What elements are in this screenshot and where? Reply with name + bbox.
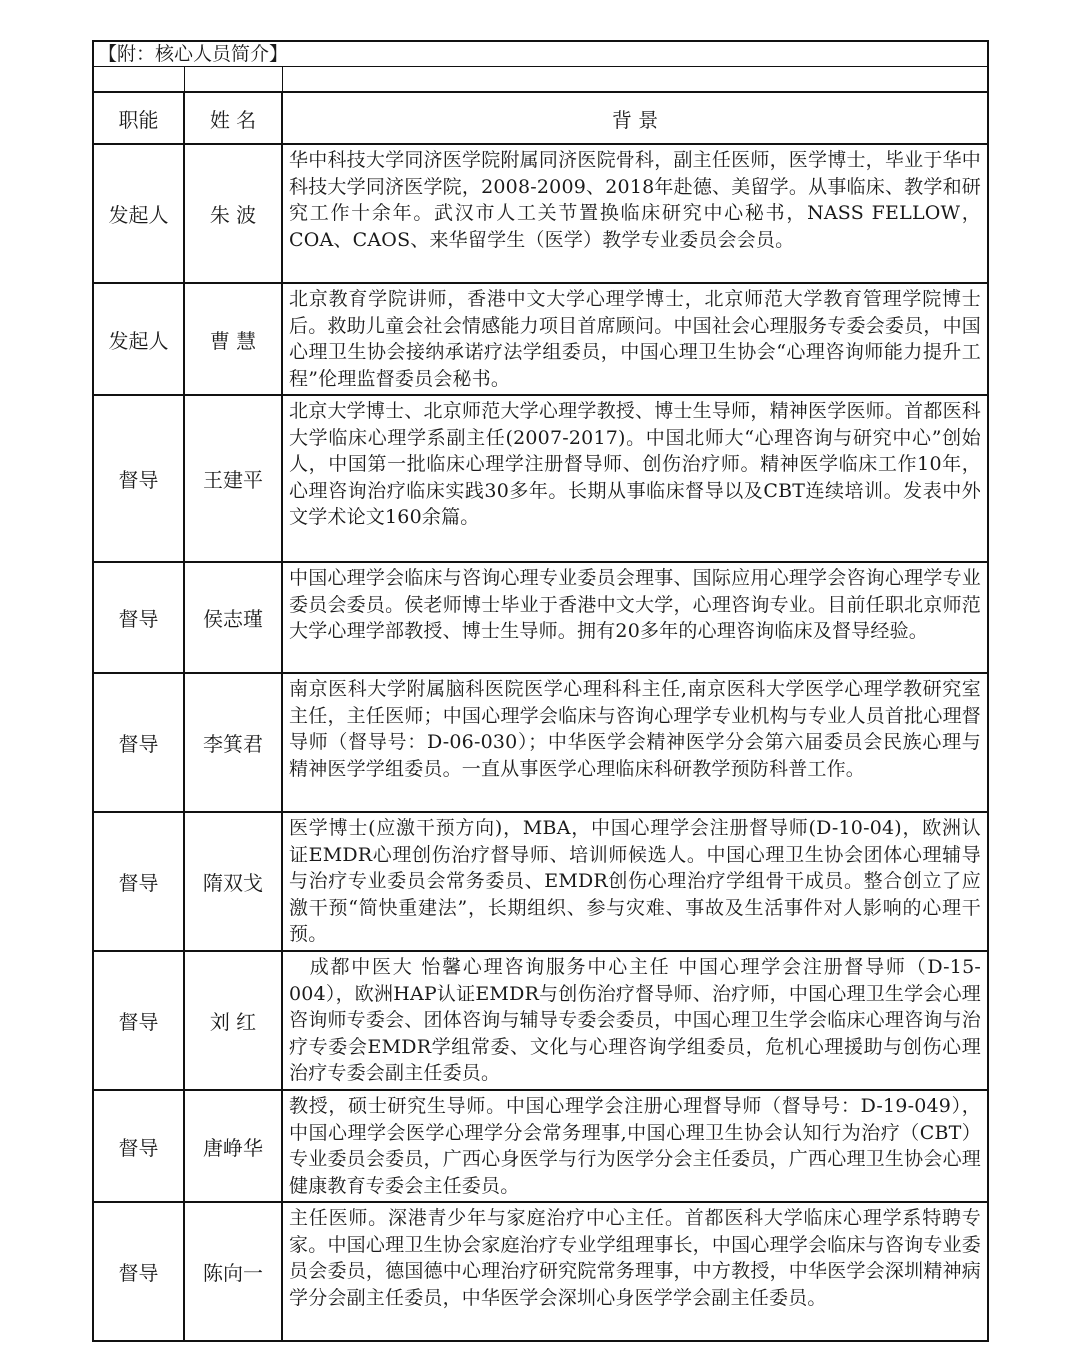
header-role: 职能 xyxy=(93,92,184,144)
role-cell: 督导 xyxy=(93,562,184,673)
name-cell: 李箕君 xyxy=(184,673,282,812)
role-cell: 督导 xyxy=(93,1202,184,1341)
background-cell: 华中科技大学同济医学院附属同济医院骨科，副主任医师，医学博士，毕业于华中科技大学同济医学院，2008-2009、2018年赴德、美留学。从事临床、教学和研究工作十余年。武汉市人工关节置换临床研究中心秘书，NASS FELLOW，COA、CAOS、来华留学生（医学）教学专业委员会会员。 xyxy=(282,144,988,283)
background-cell: 北京大学博士、北京师范大学心理学教授、博士生导师，精神医学医师。首都医科大学临床心理学系副主任(2007-2017)。中国北师大“心理咨询与研究中心”创始人，中国第一批临床心理学注册督导师、创伤治疗师。精神医学临床工作10年，心理咨询治疗临床实践30多年。长期从事临床督导以及CBT连续培训。发表中外文学术论文160余篇。 xyxy=(282,395,988,562)
role-cell: 督导 xyxy=(93,673,184,812)
background-cell: 教授，硕士研究生导师。中国心理学会注册心理督导师（督导号：D-19-049），中国心理学会医学心理学分会常务理事,中国心理卫生协会认知行为治疗（CBT）专业委员会委员，广西心身医学与行为医学分会主任委员，广西心理卫生协会心理健康教育专委会主任委员。 xyxy=(282,1090,988,1202)
name-cell: 陈向一 xyxy=(184,1202,282,1341)
table-row xyxy=(93,951,988,1090)
background-cell: 中国心理学会临床与咨询心理专业委员会理事、国际应用心理学会咨询心理学专业委员会委员。侯老师博士毕业于香港中文大学，心理咨询专业。目前任职北京师范大学心理学部教授、博士生导师。拥有20多年的心理咨询临床及督导经验。 xyxy=(282,562,988,673)
role-cell: 督导 xyxy=(93,951,184,1090)
table-row xyxy=(93,562,988,673)
table-row xyxy=(93,144,988,283)
background-cell: 成都中医大 怡馨心理咨询服务中心主任 中国心理学会注册督导师（D-15-004），欧洲HAP认证EMDR与创伤治疗督导师、治疗师，中国心理卫生学会心理咨询师专委会、团体咨询与辅导专委会委员，中国心理卫生学会临床心理咨询与治疗专委会EMDR学组常委、文化与心理咨询学组委员，危机心理援助与创伤心理治疗专委会副主任委员。 xyxy=(282,951,988,1090)
blank-cell xyxy=(93,67,184,93)
name-cell: 曹 慧 xyxy=(184,283,282,395)
background-cell: 医学博士(应激干预方向)，MBA，中国心理学会注册督导师(D-10-04)，欧洲认证EMDR心理创伤治疗督导师、培训师候选人。中国心理卫生协会团体心理辅导与治疗专业委员会常务委员、EMDR创伤心理治疗学组骨干成员。整合创立了应激干预“简快重建法”，长期组织、参与灾难、事故及生活事件对人影响的心理干预。 xyxy=(282,812,988,951)
name-cell: 刘 红 xyxy=(184,951,282,1090)
table-title: 【附：核心人员简介】 xyxy=(93,41,988,67)
title-row xyxy=(93,41,988,67)
blank-cell xyxy=(282,67,988,93)
blank-row xyxy=(93,67,988,93)
table-row xyxy=(93,1202,988,1341)
name-cell: 唐峥华 xyxy=(184,1090,282,1202)
background-cell: 主任医师。深港青少年与家庭治疗中心主任。首都医科大学临床心理学系特聘专家。中国心理卫生协会家庭治疗专业学组理事长，中国心理学会临床与咨询专业委员会委员，德国德中心理治疗研究院常务理事，中方教授，中华医学会深圳精神病学分会副主任委员，中华医学会深圳心身医学学会副主任委员。 xyxy=(282,1202,988,1341)
name-cell: 王建平 xyxy=(184,395,282,562)
role-cell: 发起人 xyxy=(93,283,184,395)
role-cell: 督导 xyxy=(93,812,184,951)
role-cell: 督导 xyxy=(93,395,184,562)
name-cell: 侯志瑾 xyxy=(184,562,282,673)
background-cell: 北京教育学院讲师，香港中文大学心理学博士，北京师范大学教育管理学院博士后。救助儿童会社会情感能力项目首席顾问。中国社会心理服务专委会委员，中国心理卫生协会接纳承诺疗法学组委员，中国心理卫生协会“心理咨询师能力提升工程”伦理监督委员会秘书。 xyxy=(282,283,988,395)
header-name: 姓 名 xyxy=(184,92,282,144)
name-cell: 隋双戈 xyxy=(184,812,282,951)
header-row xyxy=(93,92,988,144)
name-cell: 朱 波 xyxy=(184,144,282,283)
table-row xyxy=(93,673,988,812)
core-personnel-table xyxy=(92,40,989,1342)
table-row xyxy=(93,283,988,395)
table-row xyxy=(93,1090,988,1202)
background-cell: 南京医科大学附属脑科医院医学心理科科主任,南京医科大学医学心理学教研究室主任，主任医师；中国心理学会临床与咨询心理学专业机构与专业人员首批心理督导师（督导号：D-06-030）；中华医学会精神医学分会第六届委员会民族心理与精神医学学组委员。一直从事医学心理临床科研教学预防科普工作。 xyxy=(282,673,988,812)
role-cell: 发起人 xyxy=(93,144,184,283)
role-cell: 督导 xyxy=(93,1090,184,1202)
table-row xyxy=(93,812,988,951)
blank-cell xyxy=(184,67,282,93)
header-background: 背 景 xyxy=(282,92,988,144)
table-row xyxy=(93,395,988,562)
